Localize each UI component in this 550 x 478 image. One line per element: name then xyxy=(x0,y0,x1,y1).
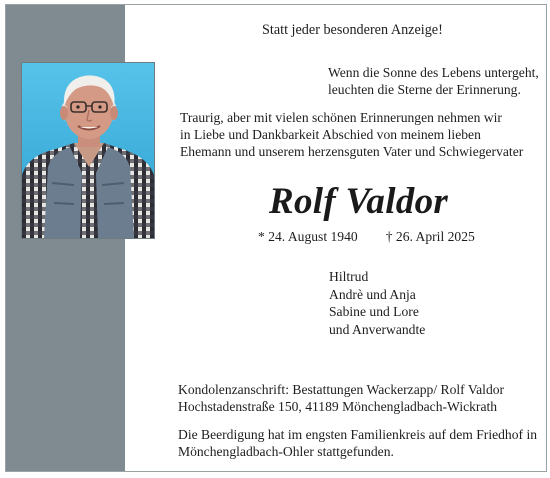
condolence-line: Kondolenzanschrift: Bestattungen Wackerzapp/ Rolf Valdor xyxy=(178,382,505,397)
life-dates xyxy=(258,228,475,245)
farewell-line: Traurig, aber mit vielen schönen Erinnerungen nehmen wir xyxy=(180,110,502,125)
mourner-name: Hiltrud xyxy=(329,269,369,284)
funeral-line: Mönchengladbach-Ohler stattgefunden. xyxy=(178,444,394,459)
death-date: † 26. April 2025 xyxy=(385,229,475,244)
portrait-photo xyxy=(22,63,154,238)
farewell-line: Ehemann und unserem herzensguten Vater und Schwiegervater xyxy=(180,144,524,159)
condolence-line: Hochstadenstraße 150, 41189 Mönchengladbach-Wickrath xyxy=(178,399,498,414)
birth-date: * 24. August 1940 xyxy=(258,229,358,244)
farewell-line: in Liebe und Dankbarkeit Abschied von meinem lieben xyxy=(180,127,481,142)
farewell-text xyxy=(180,109,523,160)
funeral-note xyxy=(178,426,537,460)
quote-line: Wenn die Sonne des Lebens untergeht, xyxy=(328,65,539,80)
memorial-quote xyxy=(328,64,539,98)
mourner-name: Andrè und Anja xyxy=(329,286,416,302)
mourner-name: und Anverwandte xyxy=(329,321,426,337)
mourner-name: Sabine und Lore xyxy=(329,304,419,320)
funeral-line: Die Beerdigung hat im engsten Familienkreis auf dem Friedhof in xyxy=(178,427,538,442)
notice-header: Statt jeder besonderen Anzeige! xyxy=(262,22,443,38)
condolence-address xyxy=(178,381,504,415)
mourners-list xyxy=(329,268,425,338)
deceased-name: Rolf Valdor xyxy=(269,181,449,222)
quote-line: leuchten die Sterne der Erinnerung. xyxy=(328,82,521,97)
